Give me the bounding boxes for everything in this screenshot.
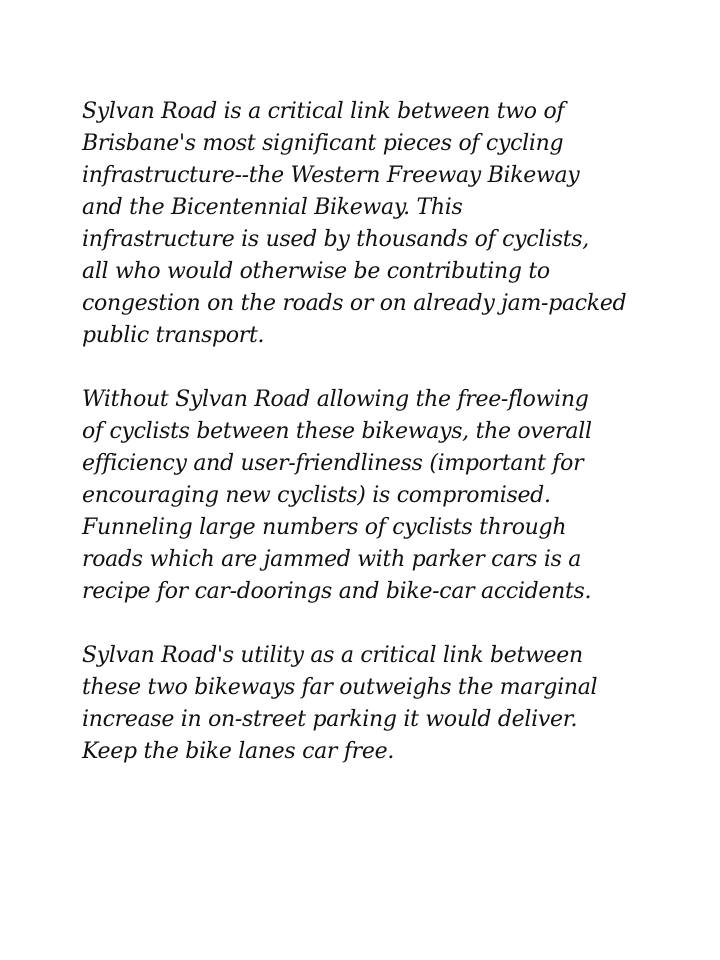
- paragraph-3: [82, 640, 657, 768]
- text-line: efficiency and user-friendliness (important for: [82, 451, 584, 476]
- text-line: all who would otherwise be contributing to: [82, 259, 550, 284]
- text-line: Brisbane's most significant pieces of cycling: [82, 131, 564, 156]
- paragraph-1: [82, 96, 657, 352]
- document-body: [82, 96, 657, 800]
- text-line: Sylvan Road is a critical link between two of: [82, 99, 565, 124]
- text-line: of cyclists between these bikeways, the overall: [82, 419, 592, 444]
- text-line: encouraging new cyclists) is compromised.: [82, 483, 551, 508]
- text-line: Sylvan Road's utility as a critical link between: [82, 643, 583, 668]
- paragraph-2: [82, 384, 657, 608]
- text-line: and the Bicentennial Bikeway. This: [82, 195, 463, 220]
- text-line: recipe for car-doorings and bike-car accidents.: [82, 579, 592, 604]
- text-line: congestion on the roads or on already jam-packed: [82, 291, 627, 316]
- text-line: Funneling large numbers of cyclists through: [82, 515, 567, 540]
- text-line: increase in on-street parking it would deliver.: [82, 707, 578, 732]
- text-line: roads which are jammed with parker cars is a: [82, 547, 582, 572]
- text-line: Keep the bike lanes car free.: [82, 739, 395, 764]
- text-line: infrastructure--the Western Freeway Bikeway: [82, 163, 580, 188]
- text-line: Without Sylvan Road allowing the free-flowing: [82, 387, 589, 412]
- text-line: public transport.: [82, 323, 265, 348]
- text-line: infrastructure is used by thousands of cyclists,: [82, 227, 589, 252]
- text-line: these two bikeways far outweighs the marginal: [82, 675, 598, 700]
